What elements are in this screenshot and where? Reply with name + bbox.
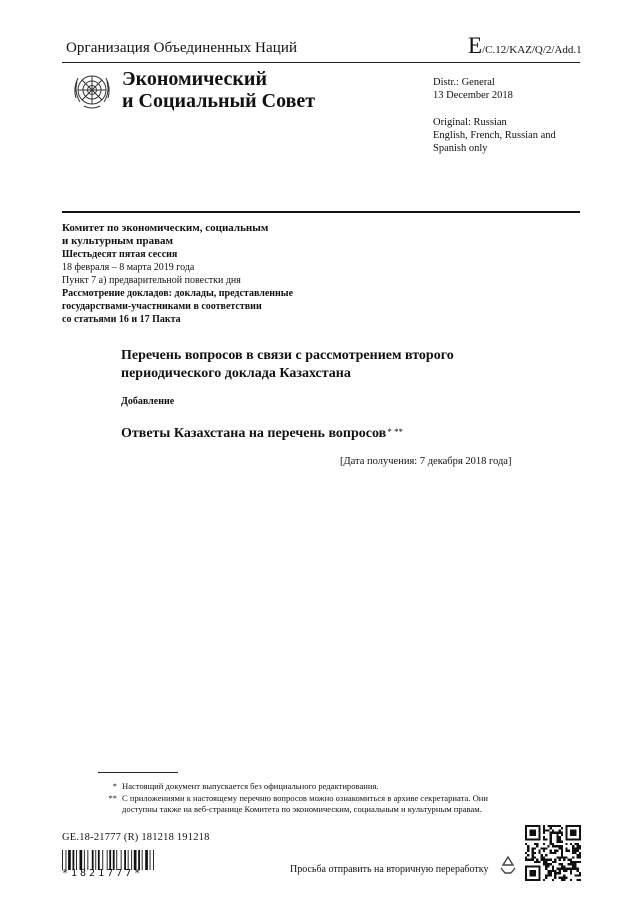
topic-line1: Рассмотрение докладов: доклады, представленные [62,288,294,299]
footnote-2 [100,793,520,816]
un-emblem-icon [70,68,114,112]
barcode [62,850,154,870]
agenda-item: Пункт 7 a) предварительной повестки дня [62,275,241,286]
footnote-rule [98,772,178,773]
document-symbol [468,34,582,57]
symbol-prefix: E [468,33,483,58]
symbol-rest: /C.12/KAZ/Q/2/Add.1 [482,44,582,56]
date-received: [Дата получения: 7 декабря 2018 года] [340,456,512,467]
session: Шестьдесят пятая сессия [62,249,178,260]
distribution-block [433,76,513,102]
footnote-marks: * ** [387,427,403,437]
committee-name-1: Комитет по экономическим, социальным [62,222,269,234]
footnote-2-text: С приложениями к настоящему перечню вопросов можно ознакомиться в архиве секретариата. Они доступны также на веб-странице Комитета по экономическим, социальным и культурным правам. [122,792,488,814]
recycle-icon [497,854,519,876]
council-name [122,68,315,112]
original-language: Original: Russian [433,117,507,128]
list-title-line2: периодического доклада Казахстана [121,366,351,381]
organization-name: Организация Объединенных Наций [66,40,298,56]
job-number: GE.18-21777 (R) 181218 191218 [62,832,210,843]
committee-name-2: и культурным правам [62,235,173,247]
replies-title [121,426,403,442]
footnote-1-text: Настоящий документ выпускается без официального редактирования. [122,781,379,791]
list-of-issues-title [121,347,521,383]
list-title-line1: Перечень вопросов в связи с рассмотрением второго [121,348,454,363]
replies-title-text: Ответы Казахстана на перечень вопросов [121,426,387,441]
languages-line1: English, French, Russian and [433,130,556,141]
council-name-line1: Экономический [122,68,267,90]
topic-line2: государствами-участниками в соответствии [62,301,262,312]
section-rule [62,211,580,213]
committee-block [62,222,322,326]
addendum-label: Добавление [121,396,175,407]
issue-date: 13 December 2018 [433,90,513,101]
footnotes [100,781,520,816]
languages-line2: Spanish only [433,143,488,154]
language-block [433,116,556,155]
council-name-line2: и Социальный Совет [122,90,316,112]
footnote-1-mark: * [112,781,117,791]
session-dates: 18 февраля – 8 марта 2019 года [62,262,195,273]
barcode-text: *1821777* [62,868,144,879]
distribution-type: Distr.: General [433,77,495,88]
topic-line3: со статьями 16 и 17 Пакта [62,314,181,325]
footnote-1 [100,781,520,793]
header-rule [62,62,580,63]
recycle-notice: Просьба отправить на вторичную переработку [290,864,489,875]
footnote-2-mark: ** [108,792,117,803]
qr-code-icon [525,825,581,881]
